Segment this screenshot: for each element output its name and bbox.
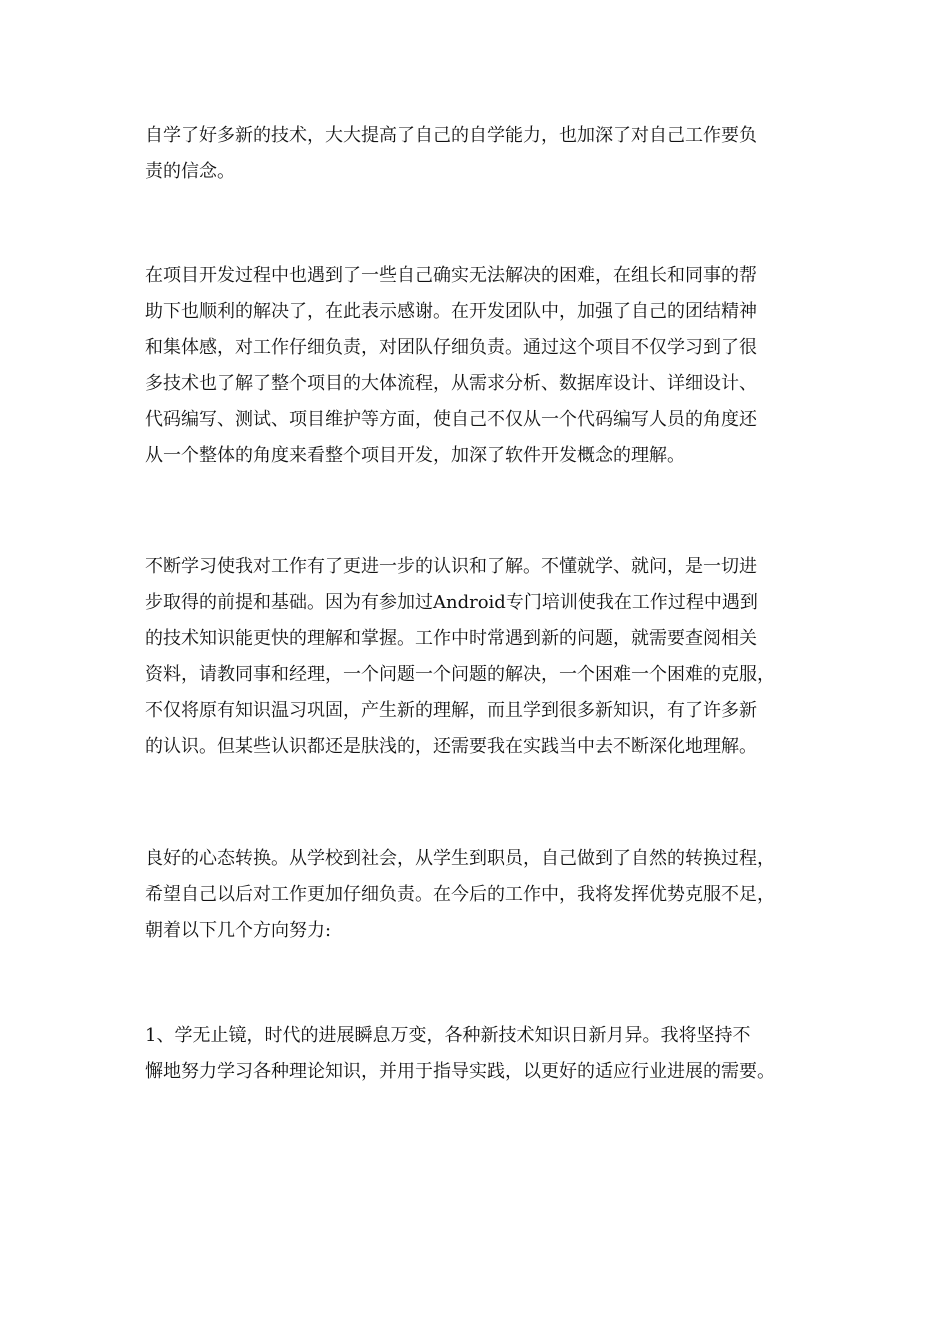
paragraph-project-development [145, 258, 815, 474]
text-line: 懈地努力学习各种理论知识，并用于指导实践，以更好的适应行业进展的需要。 [145, 1061, 775, 1082]
paragraph-goal-1 [145, 1018, 815, 1090]
text-line: 步取得的前提和基础。因为有参加过Android专门培训使我在工作过程中遇到 [145, 592, 758, 613]
text-line: 自学了好多新的技术，大大提高了自己的自学能力，也加深了对自己工作要负 [145, 125, 757, 146]
paragraph-continuous-learning [145, 549, 815, 765]
text-line: 不断学习使我对工作有了更进一步的认识和了解。不懂就学、就问，是一切进 [145, 556, 757, 577]
text-line: 多技术也了解了整个项目的大体流程，从需求分析、数据库设计、详细设计、 [145, 373, 757, 394]
text-line: 助下也顺利的解决了，在此表示感谢。在开发团队中，加强了自己的团结精神 [145, 301, 757, 322]
text-line: 朝着以下几个方向努力: [145, 920, 332, 941]
text-line: 1、学无止镜，时代的进展瞬息万变，各种新技术知识日新月异。我将坚持不 [145, 1025, 751, 1046]
text-line: 不仅将原有知识温习巩固，产生新的理解，而且学到很多新知识，有了许多新 [145, 700, 757, 721]
text-line: 资料，请教同事和经理，一个问题一个问题的解决，一个困难一个困难的克服， [145, 664, 775, 685]
text-line: 在项目开发过程中也遇到了一些自己确实无法解决的困难，在组长和同事的帮 [145, 265, 757, 286]
text-line: 良好的心态转换。从学校到社会，从学生到职员，自己做到了自然的转换过程， [145, 848, 775, 869]
text-line: 代码编写、测试、项目维护等方面，使自己不仅从一个代码编写人员的角度还 [145, 409, 757, 430]
text-line: 的技术知识能更快的理解和掌握。工作中时常遇到新的问题，就需要查阅相关 [145, 628, 757, 649]
text-line: 和集体感，对工作仔细负责，对团队仔细负责。通过这个项目不仅学习到了很 [145, 337, 757, 358]
text-line: 从一个整体的角度来看整个项目开发，加深了软件开发概念的理解。 [145, 445, 685, 466]
text-line: 希望自己以后对工作更加仔细负责。在今后的工作中，我将发挥优势克服不足， [145, 884, 775, 905]
paragraph-self-study [145, 118, 815, 190]
text-line: 责的信念。 [145, 161, 235, 182]
paragraph-mindset [145, 841, 815, 949]
text-line: 的认识。但某些认识都还是肤浅的，还需要我在实践当中去不断深化地理解。 [145, 736, 757, 757]
